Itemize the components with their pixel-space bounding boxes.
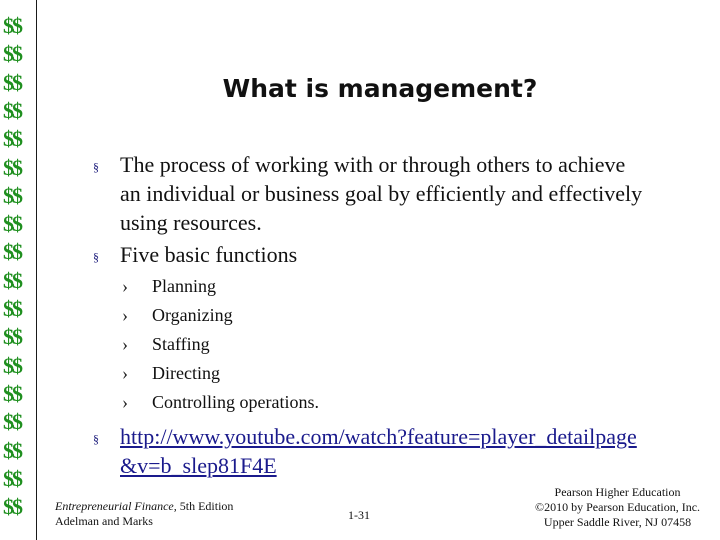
dollar-sign-glyph: $$ [3,494,21,520]
publisher-line: Upper Saddle River, NJ 07458 [543,515,692,529]
bullet-marker: § [93,250,99,264]
footer-book-info [55,499,233,529]
sub-bullet-marker: › [122,276,128,296]
dollar-sign-glyph: $$ [3,437,21,463]
sub-item-staffing: Staffing [152,334,210,354]
book-title: Entrepreneurial Finance, [55,499,177,513]
book-edition: 5th Edition [176,499,234,513]
dollar-sign-glyph: $$ [3,211,21,237]
dollar-sign-glyph: $$ [3,352,21,378]
dollar-sign-glyph: $$ [3,267,21,293]
dollar-sign-glyph: $$ [3,126,21,152]
dollar-sign-glyph: $$ [3,69,21,95]
dollar-sign-glyph: $$ [3,465,21,491]
sub-bullet-marker: › [122,305,128,325]
slide-title: What is management? [222,74,538,103]
bullet-line: The process of working with or through others to achieve [120,152,626,177]
sub-item-directing: Directing [152,363,220,383]
book-authors: Adelman and Marks [55,514,153,528]
sub-item-organizing: Organizing [152,305,233,325]
bullet-text-definition [120,150,700,237]
link-line[interactable]: http://www.youtube.com/watch?feature=player_detailpage [120,424,637,449]
bullet-text-functions [120,240,700,269]
sub-bullet-marker: › [122,392,128,412]
decorative-dollar-strip [0,0,37,540]
dollar-sign-glyph: $$ [3,239,21,265]
sub-item-controlling: Controlling operations. [152,392,319,412]
page-number: 1-31 [348,508,370,522]
bullet-line: Five basic functions [120,242,298,267]
bullet-marker: § [93,160,99,174]
dollar-sign-glyph: $$ [3,41,21,67]
footer-publisher [530,485,705,530]
publisher-line: ©2010 by Pearson Education, Inc. [534,500,701,514]
sub-bullet-marker: › [122,363,128,383]
dollar-sign-glyph: $$ [3,97,21,123]
link-line[interactable]: &v=b_slep81F4E [120,453,277,478]
bullet-line: an individual or business goal by efficiently and effectively [120,181,643,206]
sub-item-planning: Planning [152,276,217,296]
dollar-sign-glyph: $$ [3,380,21,406]
bullet-line: using resources. [120,210,262,235]
youtube-link[interactable] [120,422,700,480]
dollar-sign-glyph: $$ [3,154,21,180]
sub-bullet-marker: › [122,334,128,354]
dollar-sign-glyph: $$ [3,13,21,38]
dollar-sign-glyph: $$ [3,182,21,208]
bullet-marker: § [93,432,99,446]
dollar-sign-glyph: $$ [3,296,21,321]
dollar-sign-glyph: $$ [3,409,21,435]
dollar-sign-glyph: $$ [3,324,21,350]
publisher-line: Pearson Higher Education [554,485,681,499]
